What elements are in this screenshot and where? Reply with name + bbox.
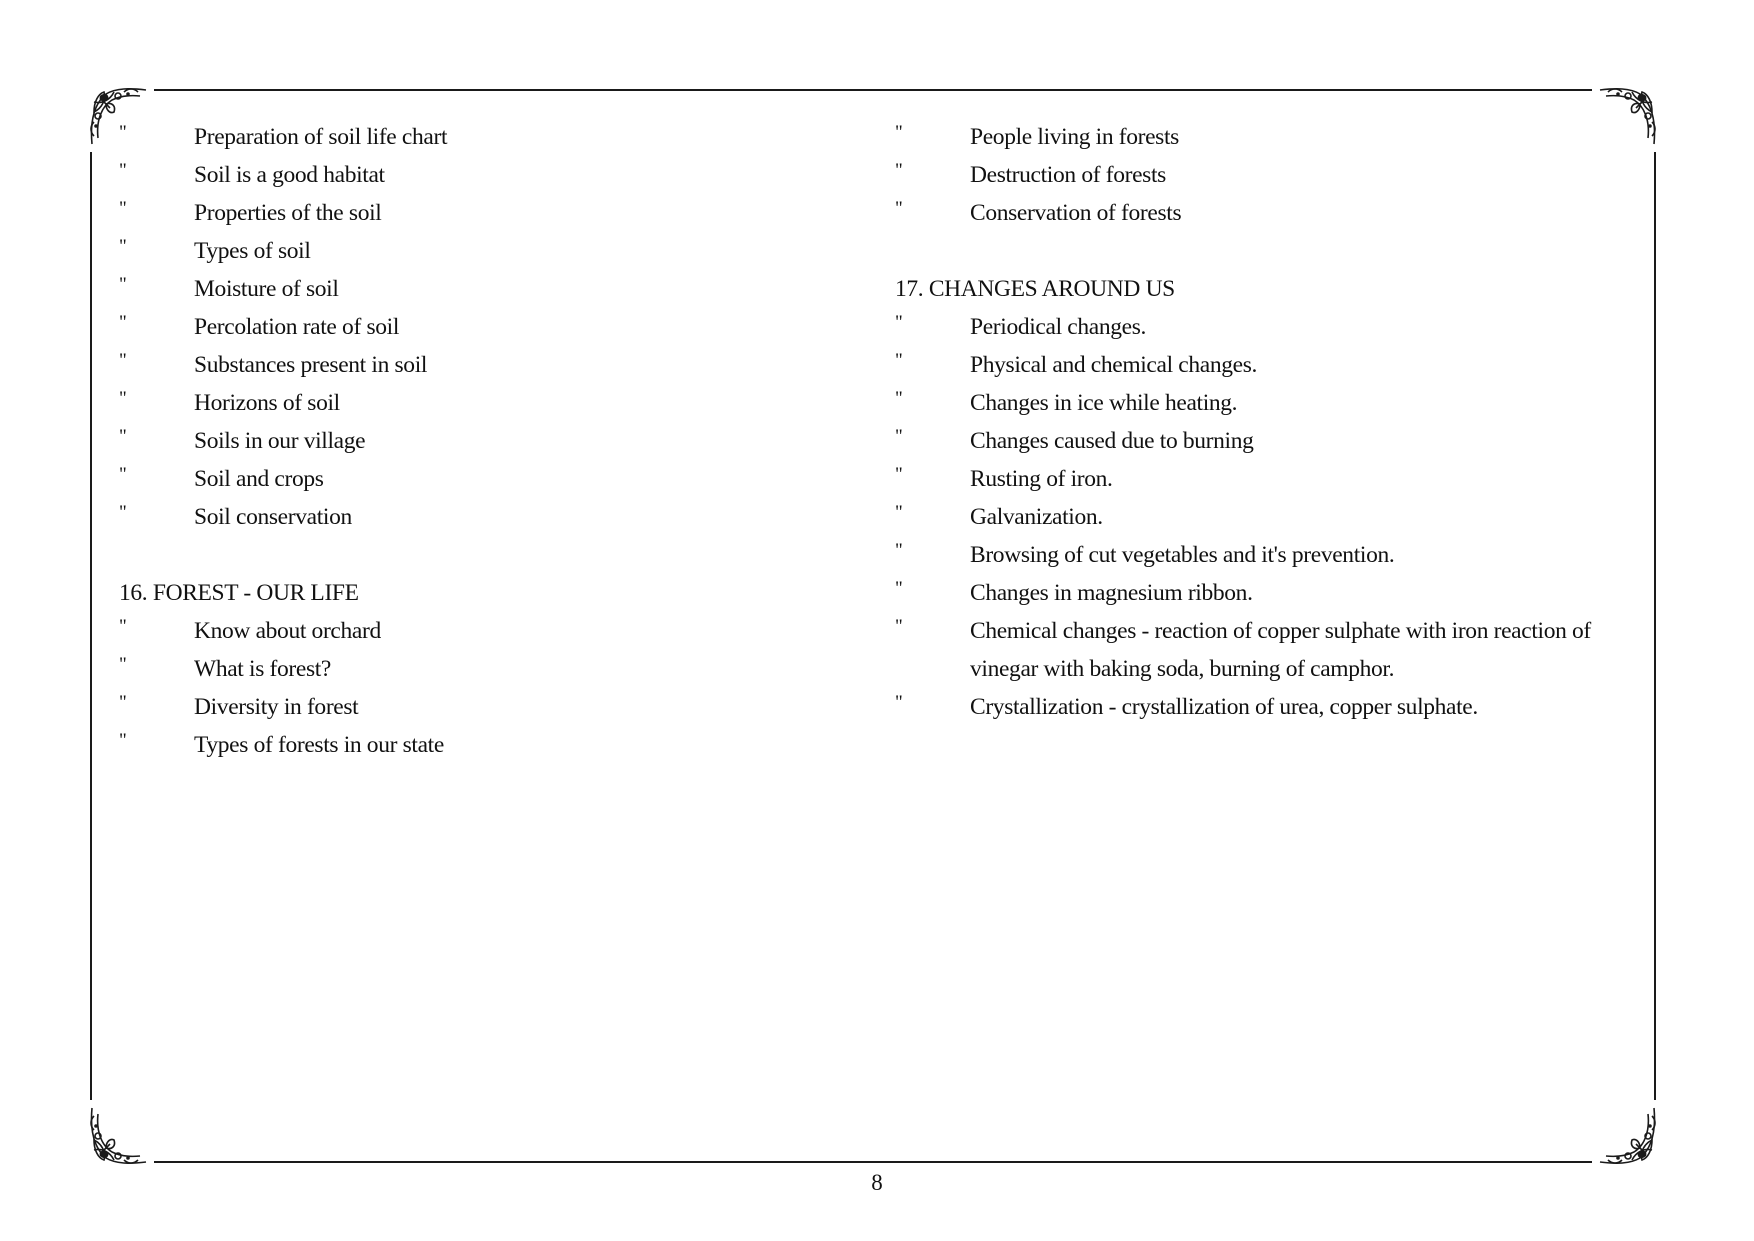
- list-item: [119, 194, 779, 232]
- list-bullet: ": [119, 426, 127, 447]
- list-item: [895, 346, 1635, 384]
- list-bullet: ": [119, 616, 127, 637]
- section-heading: 16. FOREST - OUR LIFE: [119, 580, 359, 606]
- list-item: [119, 650, 779, 688]
- list-item: [119, 156, 779, 194]
- list-item-text: Chemical changes - reaction of copper sulphate with iron reaction of vinegar with baking soda, burning of camphor.: [970, 618, 1591, 682]
- topic-list: [895, 308, 1635, 726]
- list-item-text: Horizons of soil: [194, 390, 340, 416]
- list-item-text: Properties of the soil: [194, 200, 382, 226]
- list-item: [895, 688, 1635, 726]
- list-item-text: Soil is a good habitat: [194, 162, 385, 188]
- list-item: [119, 688, 779, 726]
- list-bullet: ": [895, 160, 903, 181]
- right-column: [895, 118, 1635, 726]
- list-bullet: ": [895, 388, 903, 409]
- list-item-text: Conservation of forests: [970, 200, 1182, 226]
- list-item-text: Changes caused due to burning: [970, 428, 1254, 454]
- list-item-text: Browsing of cut vegetables and it's prevention.: [970, 542, 1395, 568]
- list-item: [895, 156, 1635, 194]
- list-item-text: Periodical changes.: [970, 314, 1147, 340]
- list-item-text: Percolation rate of soil: [194, 314, 399, 340]
- list-bullet: ": [119, 464, 127, 485]
- list-bullet: ": [895, 692, 903, 713]
- list-item-text: People living in forests: [970, 124, 1179, 150]
- list-bullet: ": [895, 540, 903, 561]
- list-bullet: ": [895, 578, 903, 599]
- list-item-text: Preparation of soil life chart: [194, 124, 448, 150]
- list-bullet: ": [119, 502, 127, 523]
- topic-list: [119, 118, 779, 536]
- list-bullet: ": [119, 274, 127, 295]
- list-item-text: Soils in our village: [194, 428, 366, 454]
- list-bullet: ": [895, 616, 903, 637]
- list-bullet: ": [119, 236, 127, 257]
- list-bullet: ": [119, 350, 127, 371]
- list-item: [895, 612, 1635, 688]
- list-item-text: Diversity in forest: [194, 694, 359, 720]
- list-item-text: What is forest?: [194, 656, 332, 682]
- list-item: [895, 384, 1635, 422]
- list-bullet: ": [895, 350, 903, 371]
- list-item-text: Changes in magnesium ribbon.: [970, 580, 1253, 606]
- list-item-text: Moisture of soil: [194, 276, 339, 302]
- list-item: [119, 726, 779, 764]
- list-item: [895, 460, 1635, 498]
- list-bullet: ": [119, 312, 127, 333]
- list-item-text: Physical and chemical changes.: [970, 352, 1258, 378]
- list-bullet: ": [895, 426, 903, 447]
- list-item: [895, 422, 1635, 460]
- list-bullet: ": [119, 198, 127, 219]
- list-item: [895, 118, 1635, 156]
- list-bullet: ": [119, 160, 127, 181]
- list-item: [119, 384, 779, 422]
- list-item: [119, 308, 779, 346]
- list-item: [119, 118, 779, 156]
- list-item-text: Crystallization - crystallization of urea, copper sulphate.: [970, 694, 1478, 720]
- list-item-text: Soil conservation: [194, 504, 352, 530]
- list-item: [119, 498, 779, 536]
- list-item: [119, 270, 779, 308]
- list-bullet: ": [119, 730, 127, 751]
- list-item: [895, 308, 1635, 346]
- list-bullet: ": [119, 122, 127, 143]
- list-item-text: Types of forests in our state: [194, 732, 444, 758]
- list-item-text: Changes in ice while heating.: [970, 390, 1238, 416]
- list-item-text: Rusting of iron.: [970, 466, 1113, 492]
- list-bullet: ": [119, 654, 127, 675]
- list-bullet: ": [895, 122, 903, 143]
- list-bullet: ": [895, 312, 903, 333]
- list-item: [895, 498, 1635, 536]
- list-bullet: ": [895, 198, 903, 219]
- list-bullet: ": [895, 502, 903, 523]
- topic-list: [119, 612, 779, 764]
- list-item-text: Destruction of forests: [970, 162, 1166, 188]
- list-item-text: Galvanization.: [970, 504, 1103, 530]
- list-item-text: Know about orchard: [194, 618, 381, 644]
- list-item: [895, 574, 1635, 612]
- floral-corner-ornament-icon: [84, 1100, 154, 1170]
- list-item-text: Types of soil: [194, 238, 311, 264]
- list-item: [119, 232, 779, 270]
- list-bullet: ": [119, 388, 127, 409]
- topic-list: [895, 118, 1635, 232]
- list-item-text: Substances present in soil: [194, 352, 428, 378]
- list-bullet: ": [119, 692, 127, 713]
- list-item: [895, 194, 1635, 232]
- list-item: [119, 422, 779, 460]
- page-number: 8: [871, 1170, 883, 1195]
- list-item: [119, 346, 779, 384]
- list-item: [895, 536, 1635, 574]
- section-heading: 17. CHANGES AROUND US: [895, 276, 1175, 302]
- list-bullet: ": [895, 464, 903, 485]
- list-item: [119, 612, 779, 650]
- left-column: [119, 118, 779, 764]
- list-item: [119, 460, 779, 498]
- floral-corner-ornament-icon: [1592, 1100, 1662, 1170]
- list-item-text: Soil and crops: [194, 466, 324, 492]
